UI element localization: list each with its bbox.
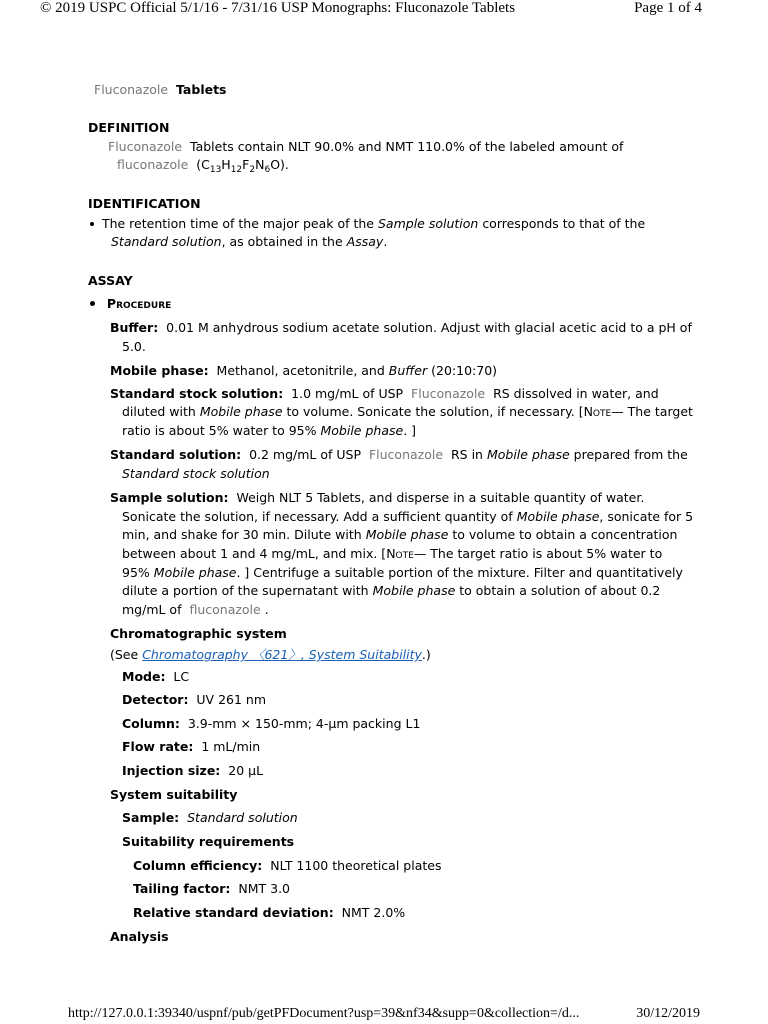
- page-footer: [0, 1002, 768, 1024]
- tailing-factor: Tailing factor: NMT 3.0: [133, 881, 290, 896]
- definition-line-1: [108, 139, 623, 154]
- suitability-heading: System suitability: [110, 787, 238, 802]
- chrom-flow-rate: Flow rate: 1 mL/min: [122, 739, 261, 754]
- page-number: Page 1 of 4: [634, 0, 702, 16]
- assay-heading: ASSAY: [88, 273, 133, 288]
- column-efficiency: Column efficiency: NLT 1100 theoretical plates: [133, 858, 442, 873]
- sample-line-7: mg/mL of fluconazole .: [122, 602, 269, 617]
- title-form: Tablets: [176, 82, 227, 97]
- stock-line-1: Standard stock solution: 1.0 mg/mL of USP Fluconazole RS dissolved in water, and: [110, 386, 659, 401]
- bullet-icon: [90, 301, 95, 306]
- monograph-title: [94, 82, 227, 97]
- header-title: © 2019 USPC Official 5/1/16 - 7/31/16 USP Monographs: Fluconazole Tablets: [40, 0, 516, 16]
- molecular-formula: $(C_{13}H_{12}F_2N_6O)$.: [196, 157, 289, 175]
- sample-line-2: Sonicate the solution, if necessary. Add a sufficient quantity of Mobile phase, sonicate for 5: [122, 509, 694, 524]
- identification-heading: IDENTIFICATION: [88, 196, 201, 211]
- footer-date: 30/12/2019: [636, 1006, 700, 1021]
- sample-line-6: dilute a portion of the supernatant with Mobile phase to obtain a solution of about 0.2: [122, 583, 661, 598]
- chromatography-link[interactable]: Chromatography 〈621〉, System Suitability: [142, 647, 422, 662]
- bullet-icon: [90, 222, 94, 226]
- buffer-line-2: 5.0.: [122, 339, 146, 354]
- definition-heading: DEFINITION: [88, 120, 170, 135]
- chrom-see: (See Chromatography 〈621〉, System Suitability.): [110, 647, 431, 662]
- definition-line-2: [117, 157, 289, 175]
- standard-line-2: Standard stock solution: [122, 466, 270, 481]
- relative-standard-deviation: Relative standard deviation: NMT 2.0%: [133, 905, 406, 920]
- sample-line-1: Sample solution: Weigh NLT 5 Tablets, and disperse in a suitable quantity of water.: [110, 490, 645, 505]
- sample-line-5: 95% Mobile phase. ] Centrifuge a suitable portion of the mixture. Filter and quantitatively: [122, 565, 683, 580]
- suitability-sample: Sample: Standard solution: [122, 810, 298, 825]
- title-drug: Fluconazole: [94, 82, 169, 97]
- suitability-requirements: Suitability requirements: [122, 834, 295, 849]
- identification-line-2: Standard solution, as obtained in the Assay.: [111, 234, 388, 249]
- stock-line-2: diluted with Mobile phase to volume. Sonicate the solution, if necessary. [Note— The target: [122, 404, 693, 419]
- footer-url: http://127.0.0.1:39340/uspnf/pub/getPFDocument?usp=39&nf34&supp=0&collection=/d...: [68, 1006, 580, 1021]
- definition-text: Tablets contain NLT 90.0% and NMT 110.0% of the labeled amount of: [190, 139, 624, 154]
- definition-drug-2: fluconazole: [117, 157, 189, 172]
- analysis-heading: Analysis: [110, 929, 169, 944]
- procedure-heading: Procedure: [90, 296, 171, 311]
- mobile-phase: Mobile phase: Methanol, acetonitrile, and Buffer (20:10:70): [110, 363, 498, 378]
- sample-line-4: between about 1 and 4 mg/mL, and mix. [Note— The target ratio is about 5% water to: [122, 546, 663, 561]
- chrom-heading: Chromatographic system: [110, 626, 287, 641]
- stock-line-3: ratio is about 5% water to 95% Mobile phase. ]: [122, 423, 417, 438]
- identification-line-1: The retention time of the major peak of the Sample solution corresponds to that of the: [90, 216, 645, 231]
- chrom-mode: Mode: LC: [122, 669, 190, 684]
- standard-line-1: Standard solution: 0.2 mg/mL of USP Fluconazole RS in Mobile phase prepared from the: [110, 447, 688, 462]
- chrom-injection-size: Injection size: 20 µL: [122, 763, 264, 778]
- page-header: [0, 0, 768, 22]
- sample-line-3: min, and shake for 30 min. Dilute with Mobile phase to volume to obtain a concentration: [122, 527, 678, 542]
- chrom-detector: Detector: UV 261 nm: [122, 692, 267, 707]
- definition-drug: Fluconazole: [108, 139, 183, 154]
- buffer-line-1: Buffer: 0.01 M anhydrous sodium acetate solution. Adjust with glacial acetic acid to a pH of: [110, 320, 692, 335]
- chrom-column: Column: 3.9-mm × 150-mm; 4-µm packing L1: [122, 716, 421, 731]
